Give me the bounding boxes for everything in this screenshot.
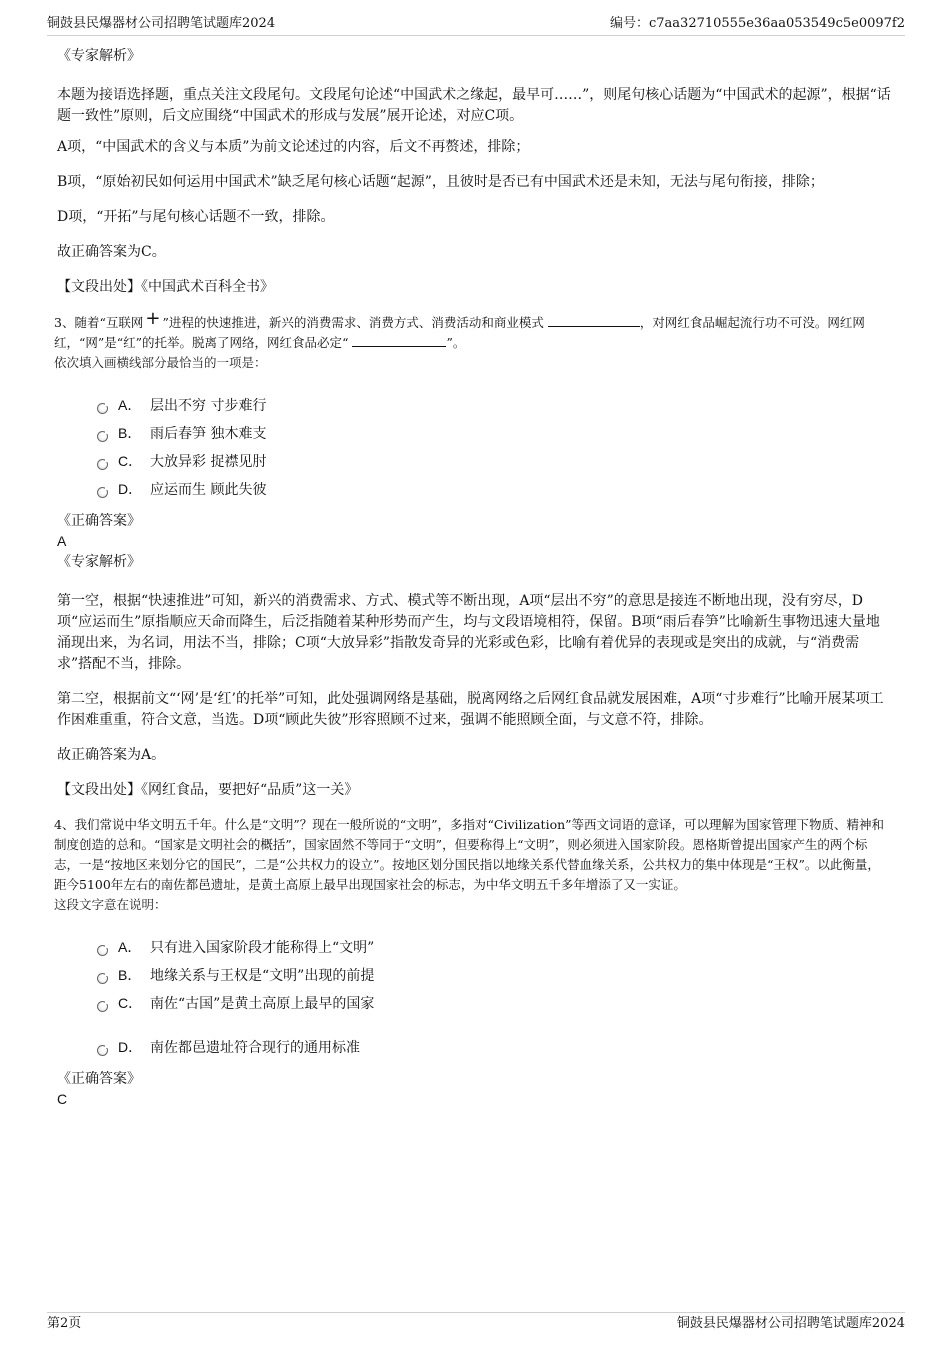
stem-text: 3、随着“互联网 (54, 315, 144, 330)
option-letter: A． (118, 939, 142, 955)
stem-text: ”进程的快速推进，新兴的消费需求、消费方式、消费活动和商业模式 (162, 315, 544, 330)
option-text: 大放异彩 捉襟见肘 (150, 454, 267, 470)
option-c[interactable] (97, 989, 892, 1017)
blank-line-1 (548, 314, 640, 327)
option-letter: A． (118, 397, 142, 413)
footer-title: 铜鼓县民爆器材公司招聘笔试题库2024 (676, 1316, 905, 1331)
question-instruction: 这段文字意在说明： (54, 897, 167, 912)
option-b[interactable] (97, 961, 892, 989)
radio-button-icon[interactable] (97, 945, 108, 956)
stem-text: ，对网红食品崛起流行功不可没。网红网红，“网”是“红”的托举。脱离了网络，网红食品必定“ (54, 315, 865, 350)
radio-button-icon[interactable] (97, 1045, 108, 1056)
source-citation: 【文段出处】《中国武术百科全书》 (57, 279, 274, 295)
answer-statement: 故正确答案为A。 (57, 747, 166, 763)
analysis-paragraph: 第二空，根据前文“‘网’是‘红’的托举”可知，此处强调网络是基础，脱离网络之后网红食品就发展困难，A项“寸步难行”比喻开展某项工作困难重重，符合文意，当选。D项“顾此失彼”形容照顾不过来，强调不能照顾全面，与文意不符，排除。 (57, 691, 884, 728)
radio-button-icon[interactable] (97, 403, 108, 414)
analysis-paragraph: D项，“开拓”与尾句核心话题不一致，排除。 (57, 209, 335, 225)
radio-button-icon[interactable] (97, 973, 108, 984)
answer-options (97, 933, 892, 1061)
option-letter: B． (118, 425, 142, 441)
blank-line-2 (352, 334, 446, 347)
page-header (47, 13, 905, 36)
option-letter: B． (118, 967, 142, 983)
option-letter: D． (118, 1039, 143, 1055)
page-footer (47, 1312, 905, 1333)
page-content (54, 46, 892, 1108)
question-stem (54, 308, 892, 353)
option-letter: C． (118, 995, 143, 1011)
answer-options (97, 391, 892, 503)
correct-answer-label: 《正确答案》 (57, 1071, 141, 1087)
option-text: 南佐“古国”是黄土高原上最早的国家 (150, 996, 375, 1012)
previous-question-analysis (57, 46, 892, 298)
option-c[interactable] (97, 447, 892, 475)
page-number: 第2页 (47, 1316, 82, 1331)
question-instruction: 依次填入画横线部分最恰当的一项是： (54, 355, 267, 370)
plus-sign: + (145, 308, 161, 329)
question-3 (54, 308, 892, 801)
option-text: 南佐都邑遗址符合现行的通用标准 (150, 1040, 360, 1056)
question-stem: 4、我们常说中华文明五千年。什么是“文明”？现在一般所说的“文明”，多指对“Civilization”等西文词语的意译，可以理解为国家管理下物质、精神和制度创造的总和。“国家是文明社会的概括”，国家固然不等同于“文明”，但要称得上“文明”，则必须进入国家阶段。恩格斯曾提出国家产生的两个标志，一是“按地区来划分它的国民”，二是“公共权力的设立”。按地区划分国民指以地缘关系代替血缘关系，公共权力的集中体现是“王权”。以此衡量，距今5100年左右的南佐都邑遗址，是黄土高原上最早出现国家社会的标志，为中华文明五千多年增添了又一实证。 (54, 817, 885, 892)
source-citation: 【文段出处】《网红食品，要把好“品质”这一关》 (57, 782, 359, 798)
radio-button-icon[interactable] (97, 1001, 108, 1012)
correct-answer: C (57, 1091, 68, 1107)
radio-button-icon[interactable] (97, 487, 108, 498)
option-letter: C． (118, 453, 143, 469)
radio-button-icon[interactable] (97, 459, 108, 470)
header-title: 铜鼓县民爆器材公司招聘笔试题库2024 (47, 16, 276, 31)
analysis-paragraph: 本题为接语选择题，重点关注文段尾句。文段尾句论述“中国武术之缘起，最早可……”，则尾句核心话题为“中国武术的起源”，根据“话题一致性”原则，后文应围绕“中国武术的形成与发展”展开论述，对应C项。 (57, 87, 891, 124)
option-text: 只有进入国家阶段才能称得上“文明” (150, 940, 375, 956)
analysis-label: 《专家解析》 (57, 554, 141, 570)
option-letter: D． (118, 481, 143, 497)
option-a[interactable] (97, 933, 892, 961)
option-text: 地缘关系与王权是“文明”出现的前提 (150, 968, 375, 984)
question-4 (54, 815, 892, 1108)
analysis-paragraph: 第一空，根据“快速推进”可知，新兴的消费需求、方式、模式等不断出现，A项“层出不穷”的意思是接连不断地出现，没有穷尽，D项“应运而生”原指顺应天命而降生，后泛指随着某种形势而产生，均与文段语境相符，保留。B项“雨后春笋”比喻新生事物迅速大量地涌现出来，为名词，用法不当，排除；C项“大放异彩”指散发奇异的光彩或色彩，比喻有着优异的表现或是突出的成就，与“消费需求”搭配不当，排除。 (57, 593, 880, 672)
analysis-paragraph: A项，“中国武术的含义与本质”为前文论述过的内容，后文不再赘述，排除； (57, 139, 530, 155)
correct-answer-label: 《正确答案》 (57, 513, 141, 529)
option-d[interactable] (97, 1033, 892, 1061)
option-text: 雨后春笋 独木难支 (150, 426, 267, 442)
analysis-paragraph: B项，“原始初民如何运用中国武术”缺乏尾句核心话题“起源”，且彼时是否已有中国武术还是未知，无法与尾句衔接，排除； (57, 174, 824, 190)
option-d[interactable] (97, 475, 892, 503)
stem-text: ”。 (446, 335, 466, 350)
option-b[interactable] (97, 419, 892, 447)
correct-answer: A (57, 533, 67, 549)
analysis-label: 《专家解析》 (57, 48, 141, 64)
option-text: 应运而生 顾此失彼 (150, 482, 267, 498)
radio-button-icon[interactable] (97, 431, 108, 442)
header-document-id: 编号：c7aa32710555e36aa053549c5e0097f2 (610, 16, 905, 31)
option-text: 层出不穷 寸步难行 (150, 398, 267, 414)
answer-statement: 故正确答案为C。 (57, 244, 166, 260)
option-a[interactable] (97, 391, 892, 419)
